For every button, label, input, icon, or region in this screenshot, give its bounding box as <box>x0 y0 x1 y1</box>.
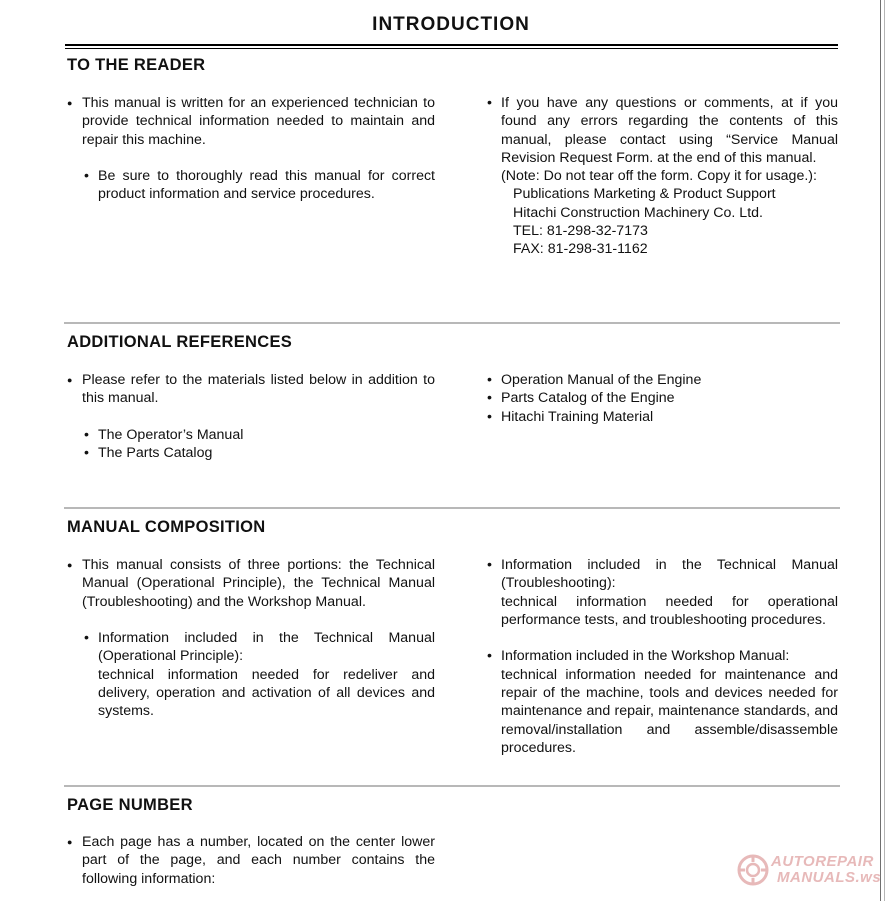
list-item <box>67 833 435 888</box>
section-title-page-number: PAGE NUMBER <box>67 796 193 814</box>
list-item <box>486 556 838 629</box>
list-item-text: ● This manual is written for an experienced technician to provide technical information needed to maintain and repair this machine. <box>82 95 435 148</box>
to-the-reader-left-column <box>67 94 435 204</box>
manual-composition-right-column <box>486 556 838 757</box>
list-item <box>486 371 838 389</box>
section-title-additional-references: ADDITIONAL REFERENCES <box>67 333 293 351</box>
list-item-text: • Operation Manual of the Engine <box>501 372 702 388</box>
contact-block <box>501 185 838 258</box>
list-item-text: ● Each page has a number, located on the center lower part of the page, and each number contains the following information: <box>82 834 435 887</box>
list-item <box>486 94 838 259</box>
list-item <box>67 629 435 720</box>
list-item-text: technical information needed for maintenance and repair of the machine, tools and devices needed for maintenance and repair, maintenance standards, and removal/installation and assemble/disassemble procedures. <box>501 666 838 756</box>
additional-references-left-column <box>67 371 435 462</box>
list-item-text: • The Parts Catalog <box>98 445 213 462</box>
list-item-text: • The Operator’s Manual <box>98 426 244 443</box>
contact-tel: TEL: 81-298-32-7173 <box>513 223 648 240</box>
section-divider <box>64 785 840 787</box>
window-edge-shadow <box>884 0 885 901</box>
title-rule-thin <box>65 48 838 49</box>
section-divider <box>64 507 840 509</box>
section-title-to-the-reader: TO THE READER <box>67 56 206 74</box>
autorepair-logo-icon <box>737 854 769 886</box>
list-item-heading: • Information included in the Technical Manual (Operational Principle): <box>98 630 435 665</box>
list-item <box>67 94 435 149</box>
list-item <box>67 426 435 444</box>
window-edge <box>880 0 881 901</box>
list-item-text: ● This manual consists of three portions: the Technical Manual (Operational Principle), the Technical Manual (Troubleshooting) and the Workshop Manual. <box>82 557 435 610</box>
list-item <box>67 371 435 408</box>
page-title: INTRODUCTION <box>372 14 530 35</box>
list-item-text: • Hitachi Training Material <box>501 408 654 425</box>
list-item-heading: • Information included in the Workshop Manual: <box>501 648 790 665</box>
section-divider <box>64 322 840 324</box>
list-item-text: • Be sure to thoroughly read this manual for correct product information and service procedures. <box>98 168 435 203</box>
section-title-manual-composition: MANUAL COMPOSITION <box>67 518 266 536</box>
contact-department: Publications Marketing & Product Support <box>513 186 776 203</box>
manual-composition-left-column <box>67 556 435 721</box>
list-item <box>486 389 838 407</box>
title-rule-thick <box>65 44 838 46</box>
list-item-text: technical information needed for redeliver and delivery, operation and activation of all devices and systems. <box>98 666 435 720</box>
list-item <box>67 444 435 462</box>
list-item-text: • Parts Catalog of the Engine <box>501 390 675 407</box>
note-text: (Note: Do not tear off the form. Copy it for usage.): <box>501 168 817 185</box>
list-item-heading: • Information included in the Technical Manual (Troubleshooting): <box>501 557 838 592</box>
additional-references-right-column <box>486 371 838 426</box>
list-item <box>486 647 838 757</box>
watermark-line2: MANUALS.ws <box>777 869 882 886</box>
list-item <box>67 556 435 611</box>
contact-company: Hitachi Construction Machinery Co. Ltd. <box>513 204 763 221</box>
contact-request-text: • If you have any questions or comments, at if you found any errors regarding the contents of this manual, please contact using “Service Manual Revision Request Form. at the end of this manual. <box>501 95 838 166</box>
watermark-line1: AUTOREPAIR <box>771 853 874 870</box>
list-item-text: ● Please refer to the materials listed below in addition to this manual. <box>82 372 435 407</box>
list-item <box>486 408 838 426</box>
to-the-reader-right-column <box>486 94 838 259</box>
list-item-text: technical information needed for operational performance tests, and troubleshooting procedures. <box>501 593 838 628</box>
page-number-left-column <box>67 833 435 888</box>
list-item <box>67 167 435 204</box>
contact-fax: FAX: 81-298-31-1162 <box>513 241 648 258</box>
watermark <box>737 850 887 890</box>
